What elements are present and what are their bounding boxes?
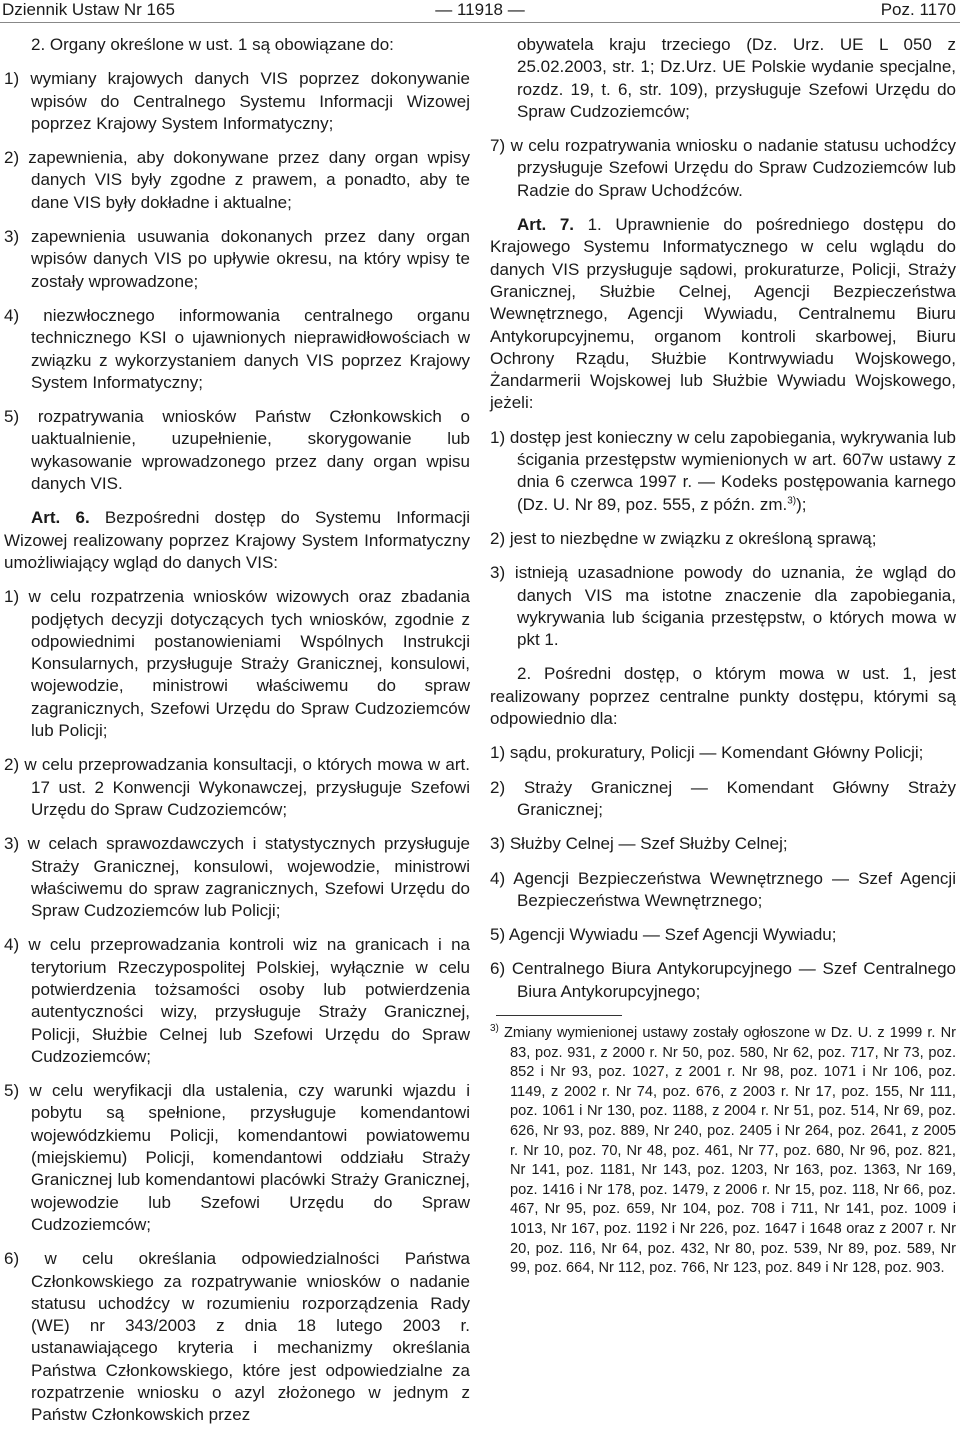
list-item: 6) w celu określania odpowiedzialności Państwa Członkowskiego za rozpatrywanie wniosków o nadanie statusu uchodźcy w rozumieniu rozporządzenia Rady (WE) nr 343/2003 z dnia 18 lutego 2003 r. ustanawiającego kryteria i mechanizmy określania Państwa Członkowskiego, które jest odpowiedzialne za rozpatrzenie wniosku o azyl złożonego w jednym z Państw Członkowskich przez [4, 1249, 470, 1425]
list-item: 3) Służby Celnej — Szef Służby Celnej; [490, 834, 788, 854]
list-item: 3) zapewnienia usuwania dokonanych przez dany organ wpisów danych VIS po upływie okresu, na który wpisy te zostały wprowadzone; [4, 227, 470, 291]
list-item: 2) jest to niezbędne w związku z określoną sprawą; [490, 528, 877, 548]
right-column [490, 34, 956, 1291]
footnote-divider [496, 1015, 622, 1016]
list-item: 1) sądu, prokuratury, Policji — Komendant Główny Policji; [490, 743, 924, 763]
list-item [490, 427, 956, 516]
list-item: 3) w celach sprawozdawczych i statystycznych przysługuje Straży Granicznej, konsulowi, wojewodzie, ministrowi właściwemu do spraw zagranicznych, Szefowi Urzędu do Spraw Cudzoziemców lub Policji; [4, 834, 470, 921]
footnote-text: Zmiany wymienionej ustawy zostały ogłoszone w Dz. U. z 1999 r. Nr 83, poz. 931, z 2000 r. Nr 50, poz. 580, Nr 62, poz. 717, Nr 73, poz. 852 i Nr 93, poz. 1027, z 2001 r. Nr 98, poz. 1071 i Nr 106, poz. 1149, z 2002 r. Nr 74, poz. 676, z 2003 r. Nr 17, poz. 155, Nr 111, poz. 1061 i Nr 130, poz. 1188, z 2004 r. Nr 51, poz. 514, Nr 69, poz. 626, Nr 93, poz. 889, Nr 240, poz. 2405 i Nr 264, poz. 2641, z 2005 r. Nr 10, poz. 70, Nr 48, poz. 461, Nr 77, poz. 680, Nr 96, poz. 821, Nr 141, poz. 1181, Nr 143, poz. 1203, Nr 163, poz. 1363, Nr 169, poz. 1416 i Nr 178, poz. 1479, z 2006 r. Nr 15, poz. 118, Nr 66, poz. 467, Nr 95, poz. 659, Nr 104, poz. 708 i 711, Nr 141, poz. 1009 i 1013, Nr 167, poz. 1192 i Nr 226, poz. 1647 i 1648 oraz z 2007 r. Nr 20, poz. 116, Nr 64, poz. 432, Nr 80, poz. 539, Nr 89, poz. 589, Nr 99, poz. 664, Nr 112, poz. 766, Nr 123, poz. 849 i Nr 128, poz. 903. [504, 1024, 956, 1277]
footnote-marker: 3) [490, 1023, 499, 1035]
list-item: 4) niezwłocznego informowania centralnego organu technicznego KSI o ujawnionych nieprawidłowościach w związku z wykorzystaniem danych VIS poprzez Krajowy System Informatyczny; [4, 305, 470, 392]
continuation-text: obywatela kraju trzeciego (Dz. Urz. UE L 050 z 25.02.2003, str. 1; Dz.Urz. UE Polskie wydanie specjalne, rozdz. 19, t. 6, str. 109), przysługuje Szefowi Urzędu do Spraw Cudzoziemców; [517, 35, 956, 121]
article-6 [4, 507, 470, 574]
list-item: 4) w celu przeprowadzania kontroli wiz na granicach i na terytorium Rzeczypospolitej Polskiej, wyłącznie w celu potwierdzenia tożsamości osoby lub potwierdzenia autentyczności wizy, przysługuje Straży Granicznej, Policji, Służbie Celnej lub Szefowi Urzędu do Spraw Cudzoziemców; [4, 935, 470, 1066]
article-6-text: Bezpośredni dostęp do Systemu Informacji Wizowej realizowany poprzez Krajowy System Informatyczny umożliwiający wgląd do danych VIS: [4, 508, 470, 572]
article-7-label: Art. 7. [517, 215, 575, 235]
journal-title: Dziennik Ustaw Nr 165 [2, 0, 175, 19]
list-item: 5) w celu weryfikacji dla ustalenia, czy warunki wjazdu i pobytu są spełnione, przysługuje komendantowi wojewódzkiemu Policji, komendantowi powiatowemu (miejskiemu) Policji, komendantowi oddziału Straży Granicznej lub komendantowi placówki Straży Granicznej, wojewodzie lub Szefowi Urzędu do Spraw Cudzoziemców; [4, 1081, 470, 1234]
footnote-reference: 3) [787, 494, 797, 506]
article-7 [490, 214, 956, 415]
position-number: Poz. 1170 [880, 0, 956, 19]
list-item-end: ); [796, 494, 807, 514]
list-item: 1) wymiany krajowych danych VIS poprzez dokonywanie wpisów do Centralnego Systemu Informacji Wizowej poprzez Krajowy System Informatyczny; [4, 69, 470, 133]
list-item: 7) w celu rozpatrywania wniosku o nadanie statusu uchodźcy przysługuje Szefowi Urzędu do Spraw Cudzoziemców lub Radzie do Spraw Uchodźców. [490, 136, 956, 200]
page-header [0, 0, 960, 24]
list-item: 3) istnieją uzasadnione powody do uznania, że wgląd do danych VIS ma istotne znaczenie dla zapobiegania, wykrywania lub ścigania przestępstw, o których mowa w pkt 1. [490, 563, 956, 650]
list-item: 2) zapewnienia, aby dokonywane przez dany organ wpisy danych VIS były zgodne z prawem, a ponadto, aby te dane VIS były dokładne i aktualne; [4, 148, 470, 212]
article-7-text: 1. Uprawnienie do pośredniego dostępu do Krajowego Systemu Informatycznego w celu wglądu do danych VIS przysługuje sądowi, prokuraturze, Policji, Straży Granicznej, Służbie Celnej, Agencji Bezpieczeństwa Wewnętrznego, Agencji Wywiadu, Centralnemu Biuru Antykorupcyjnemu, organom kontroli skarbowej, Biuru Ochrony Rządu, Służbie Kontrwywiadu Wojskowego, Żandarmerii Wojskowej lub Służbie Wywiadu Wojskowego, jeżeli: [490, 215, 956, 413]
intro-paragraph: 2. Organy określone w ust. 1 są obowiązane do: [31, 35, 394, 54]
paragraph-2: 2. Pośredni dostęp, o którym mowa w ust. 1, jest realizowany poprzez centralne punkty dostępu, którymi są odpowiednio dla: [490, 664, 956, 729]
list-item: 1) w celu rozpatrzenia wniosków wizowych oraz zbadania podjętych decyzji dotyczących tych wniosków, zgodnie z odpowiednimi postanowieniami Wspólnych Instrukcji Konsularnych, przysługuje Straży Granicznej, konsulowi, wojewodzie, ministrowi właściwemu do spraw zagranicznych, Szefowi Urzędu do Spraw Cudzoziemców lub Policji; [4, 587, 470, 741]
list-item: 5) rozpatrywania wniosków Państw Członkowskich o uaktualnienie, uzupełnienie, skorygowanie lub wykasowanie wprowadzonego przez dany organ wpisu danych VIS. [4, 407, 470, 494]
list-item: 6) Centralnego Biura Antykorupcyjnego — Szef Centralnego Biura Antykorupcyjnego; [490, 959, 956, 1001]
header-divider [0, 22, 960, 23]
article-6-label: Art. 6. [31, 508, 90, 528]
list-item: 2) w celu przeprowadzania konsultacji, o których mowa w art. 17 ust. 2 Konwencji Wykonawczej, przysługuje Szefowi Urzędu do Spraw Cudzoziemców; [4, 755, 470, 819]
page-number: — 11918 — [435, 0, 525, 19]
list-item: 4) Agencji Bezpieczeństwa Wewnętrznego — Szef Agencji Bezpieczeństwa Wewnętrznego; [490, 868, 956, 910]
footnote [490, 1024, 956, 1279]
list-item: 2) Straży Granicznej — Komendant Główny Straży Granicznej; [490, 777, 956, 819]
left-column [4, 34, 470, 1439]
list-item-text: 1) dostęp jest konieczny w celu zapobiegania, wykrywania lub ścigania przestępstw wymienionych w art. 607w ustawy z dnia 6 czerwca 1997 r. — Kodeks postępowania karnego (Dz. U. Nr 89, poz. 555, z późn. zm. [490, 427, 956, 514]
list-item: 5) Agencji Wywiadu — Szef Agencji Wywiadu; [490, 925, 837, 945]
